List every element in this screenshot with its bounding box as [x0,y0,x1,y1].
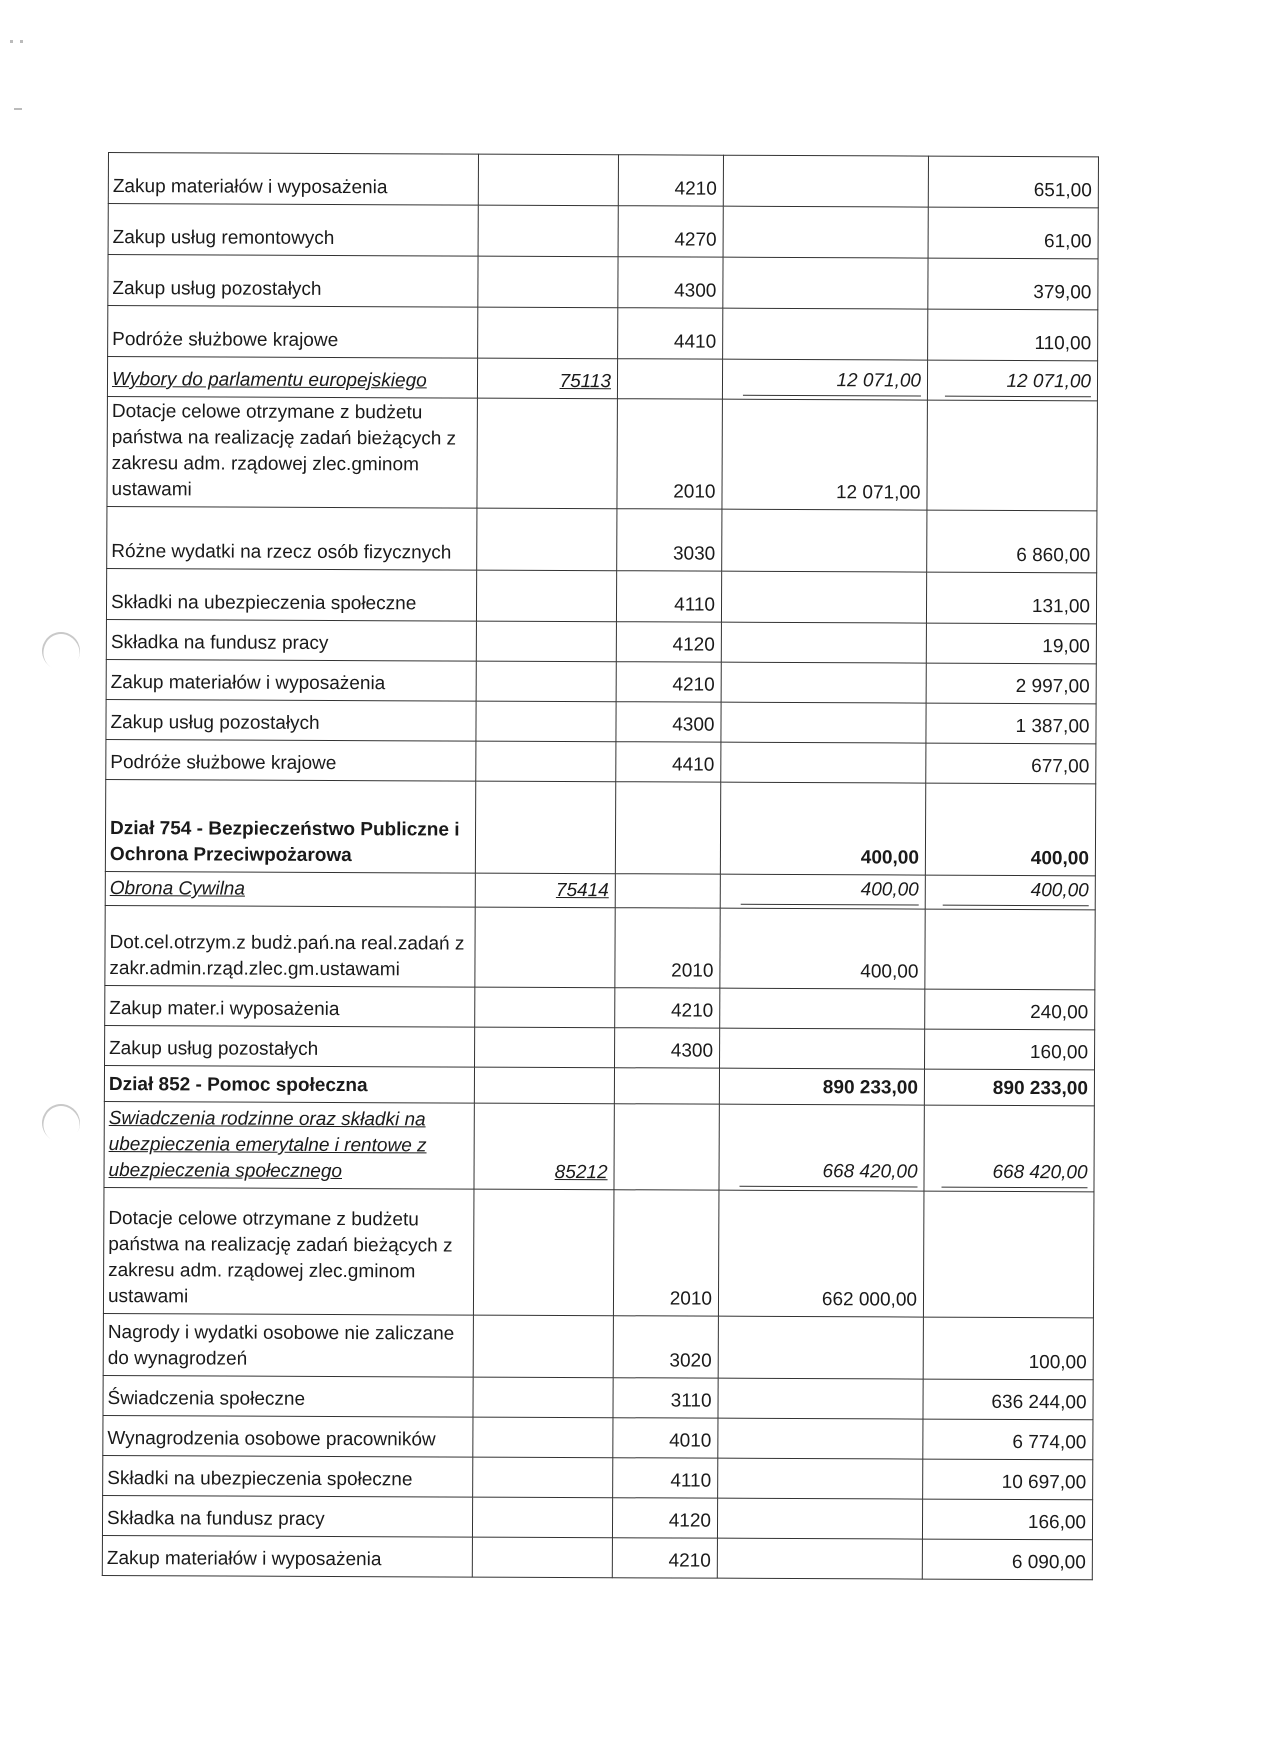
row-rozdzial [473,1457,613,1498]
row-rozdzial [473,1189,614,1316]
row-paragraf: 4120 [616,622,721,662]
row-wydatki [925,909,1095,990]
table-row [103,1455,1093,1499]
row-paragraf [615,874,720,908]
budget-table [102,152,1099,1580]
row-rozdzial [478,256,618,308]
row-name: Wybory do parlamentu europejskiego [107,357,477,399]
row-name: Zakup materiałów i wyposażenia [106,659,476,701]
row-rozdzial [473,1417,613,1458]
row-dochody: 662 000,00 [718,1190,924,1317]
row-wydatki [923,1191,1094,1318]
row-wydatki: 6 090,00 [922,1539,1092,1580]
row-paragraf [615,782,720,874]
table-row [105,985,1095,1029]
row-name: Nagrody i wydatki osobowe nie zaliczane do wynagrodzeń [103,1313,473,1377]
table-row-subchapter [104,1101,1094,1191]
scan-speck [14,108,22,110]
row-rozdzial [477,398,617,509]
row-paragraf: 4110 [616,571,721,622]
row-dochody [721,742,926,783]
row-dochody [717,1498,922,1539]
row-name: Zakup materiałów i wyposażenia [108,153,478,206]
row-dochody [722,509,927,572]
row-rozdzial [478,205,618,257]
row-paragraf: 2010 [615,908,720,988]
row-name: Zakup usług pozostałych [106,699,476,741]
table-row [103,1187,1094,1317]
table-row [107,396,1097,510]
row-wydatki: 890 233,00 [924,1069,1094,1106]
row-paragraf: 4210 [616,662,721,702]
row-paragraf: 4270 [618,206,723,257]
table-row [103,1415,1093,1459]
table-row [106,699,1096,743]
row-rozdzial [476,661,616,702]
row-rozdzial [476,741,616,782]
table-row [103,1313,1093,1379]
row-wydatki: 131,00 [926,572,1096,624]
row-name: Zakup usług remontowych [108,204,478,257]
row-rozdzial [476,621,616,662]
row-paragraf: 4410 [616,742,721,782]
table-row-subchapter [105,871,1095,909]
row-dochody [723,308,928,360]
row-wydatki: 636 244,00 [923,1379,1093,1420]
row-wydatki: 2 997,00 [926,663,1096,704]
row-rozdzial [477,508,617,571]
table-row [108,306,1098,361]
row-rozdzial: 75414 [475,873,615,908]
table-row [108,204,1098,259]
row-rozdzial [473,1377,613,1418]
budget-table-body [102,153,1098,1580]
row-dochody [718,1378,923,1419]
row-rozdzial [475,781,615,874]
row-dochody [723,206,928,258]
row-dochody [720,1028,925,1069]
row-wydatki: 100,00 [923,1317,1093,1380]
row-wydatki: 240,00 [925,989,1095,1030]
row-dochody: 890 233,00 [719,1068,924,1105]
row-paragraf: 2010 [617,399,722,509]
row-name: Zakup materiałów i wyposażenia [102,1535,472,1577]
row-name: Składka na fundusz pracy [106,619,476,661]
row-paragraf: 4110 [613,1458,718,1498]
row-wydatki: 6 774,00 [923,1419,1093,1460]
row-name: Składki na ubezpieczenia społeczne [106,568,476,621]
row-rozdzial: 85212 [474,1103,614,1190]
row-dochody [718,1458,923,1499]
row-rozdzial [472,1497,612,1538]
row-rozdzial [478,307,618,359]
row-dochody: 400,00 [720,874,925,909]
row-wydatki: 160,00 [925,1029,1095,1070]
table-row [107,506,1097,572]
row-wydatki: 379,00 [928,258,1098,310]
row-paragraf: 4010 [613,1418,718,1458]
row-wydatki [927,400,1097,511]
row-paragraf: 3020 [613,1316,718,1378]
row-paragraf: 4300 [616,702,721,742]
row-name: Świadczenia społeczne [103,1375,473,1417]
row-name: Zakup usług pozostałych [105,1025,475,1067]
row-dochody [717,1538,922,1579]
row-paragraf: 4210 [615,988,720,1028]
row-paragraf: 3110 [613,1378,718,1418]
row-name: Dział 852 - Pomoc społeczna [104,1065,474,1103]
row-dochody [723,257,928,309]
row-paragraf: 4210 [612,1538,717,1578]
row-dochody: 668 420,00 [719,1104,924,1191]
row-name: Dział 754 - Bezpieczeństwo Publiczne i Ochrona Przeciwpożarowa [105,779,475,873]
table-row [106,739,1096,783]
row-rozdzial [472,1537,612,1578]
row-name: Zakup usług pozostałych [108,255,478,308]
row-name: Składki na ubezpieczenia społeczne [103,1455,473,1497]
row-dochody [723,155,928,207]
row-paragraf: 4300 [615,1028,720,1068]
row-name: Zakup mater.i wyposażenia [105,985,475,1027]
row-dochody [721,571,926,623]
row-name: Podróże służbowe krajowe [106,739,476,781]
table-row-subchapter [107,357,1097,401]
table-row-section [105,779,1095,875]
row-wydatki: 12 071,00 [927,360,1097,401]
table-row [106,619,1096,663]
row-rozdzial [473,1315,613,1378]
punch-hole-mark [35,625,87,677]
row-dochody [718,1418,923,1459]
row-paragraf [614,1068,719,1104]
scan-speck [10,40,13,43]
row-dochody: 12 071,00 [722,399,927,510]
row-dochody [721,662,926,703]
row-name: Dot.cel.otrzym.z budż.pań.na real.zadań z zakr.admin.rząd.zlec.gm.ustawami [105,905,475,987]
row-name: Różne wydatki na rzecz osób fizycznych [107,506,477,570]
table-row [106,568,1096,623]
table-row-section [104,1065,1094,1105]
row-wydatki: 1 387,00 [926,703,1096,744]
table-row [106,659,1096,703]
table-row [102,1535,1092,1579]
row-name: Podróże służbowe krajowe [108,306,478,359]
table-row [103,1375,1093,1419]
row-name: Obrona Cywilna [105,871,475,907]
row-rozdzial [475,1027,615,1068]
row-name: Wynagrodzenia osobowe pracowników [103,1415,473,1457]
row-dochody [718,1316,923,1379]
row-dochody: 400,00 [720,908,925,989]
row-rozdzial [476,701,616,742]
row-name: Dotacje celowe otrzymane z budżetu państwa na realizację zadań bieżących z zakresu adm. rządowej zlec.gminom ustawami [107,396,477,508]
row-rozdzial [475,907,615,988]
punch-hole-mark [35,1097,87,1149]
row-wydatki: 19,00 [926,623,1096,664]
row-wydatki: 651,00 [928,156,1098,208]
row-dochody [721,622,926,663]
table-row [108,255,1098,310]
row-dochody [720,988,925,1029]
row-dochody [721,702,926,743]
row-rozdzial: 75113 [477,358,617,399]
row-dochody: 12 071,00 [722,359,927,400]
row-wydatki: 677,00 [926,743,1096,784]
row-paragraf: 4300 [618,257,723,308]
row-wydatki: 166,00 [922,1499,1092,1540]
row-wydatki: 10 697,00 [923,1459,1093,1500]
row-wydatki: 6 860,00 [927,510,1097,573]
table-row [105,905,1095,989]
row-dochody: 400,00 [720,782,925,875]
table-row [102,1495,1092,1539]
row-paragraf: 4120 [612,1498,717,1538]
row-wydatki: 668 420,00 [924,1105,1094,1192]
row-name: Swiadczenia rodzinne oraz składki na ubezpieczenia emerytalne i rentowe z ubezpieczenia społecznego [104,1101,474,1189]
scan-speck [20,40,23,43]
row-rozdzial [474,1067,614,1104]
row-wydatki: 400,00 [925,875,1095,910]
row-rozdzial [478,154,618,206]
row-rozdzial [475,987,615,1028]
row-paragraf [617,359,722,399]
row-paragraf: 3030 [617,509,722,571]
row-rozdzial [476,570,616,622]
row-paragraf: 2010 [613,1190,719,1316]
row-wydatki: 110,00 [928,309,1098,361]
row-paragraf [614,1104,719,1190]
row-wydatki: 61,00 [928,207,1098,259]
row-name: Składka na fundusz pracy [102,1495,472,1537]
row-name: Dotacje celowe otrzymane z budżetu państwa na realizację zadań bieżących z zakresu adm. rządowej zlec.gminom ustawami [103,1187,474,1315]
row-wydatki: 400,00 [925,783,1095,876]
table-row [105,1025,1095,1069]
row-paragraf: 4410 [618,308,723,359]
row-paragraf: 4210 [618,155,723,206]
table-row [108,153,1098,208]
